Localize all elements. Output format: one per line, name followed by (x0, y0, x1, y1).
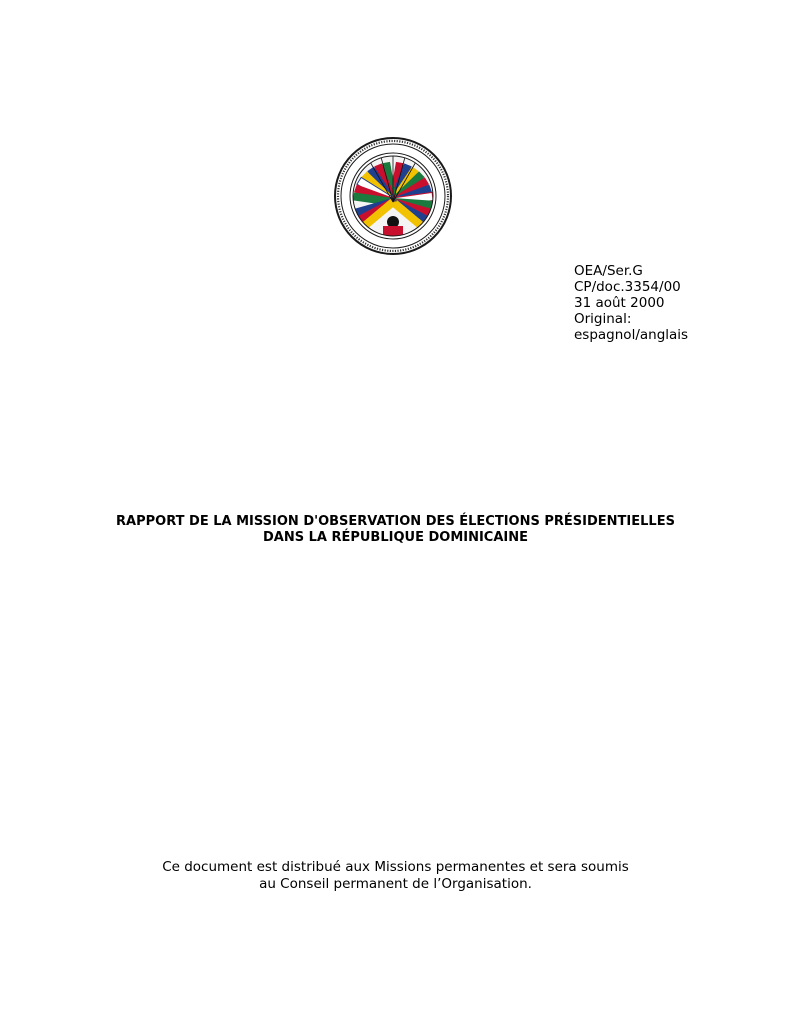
document-title (0, 514, 791, 546)
distribution-note (0, 859, 791, 893)
document-date: 31 août 2000 (574, 295, 665, 311)
original-languages: espagnol/anglais (574, 327, 689, 343)
document-series: OEA/Ser.G (574, 263, 643, 279)
distribution-note-line-1: Ce document est distribué aux Missions permanentes et sera soumis (162, 859, 629, 875)
original-label: Original: (574, 311, 632, 327)
oas-seal-graphic (333, 136, 453, 256)
oas-seal-icon (333, 136, 453, 256)
distribution-note-line-2: au Conseil permanent de l’Organisation. (259, 876, 532, 892)
document-number: CP/doc.3354/00 (574, 279, 681, 295)
document-title-line-2: DANS LA RÉPUBLIQUE DOMINICAINE (262, 530, 529, 545)
document-title-line-1: RAPPORT DE LA MISSION D'OBSERVATION DES ÉLECTIONS PRÉSIDENTIELLES (116, 514, 675, 529)
document-reference (574, 263, 688, 343)
